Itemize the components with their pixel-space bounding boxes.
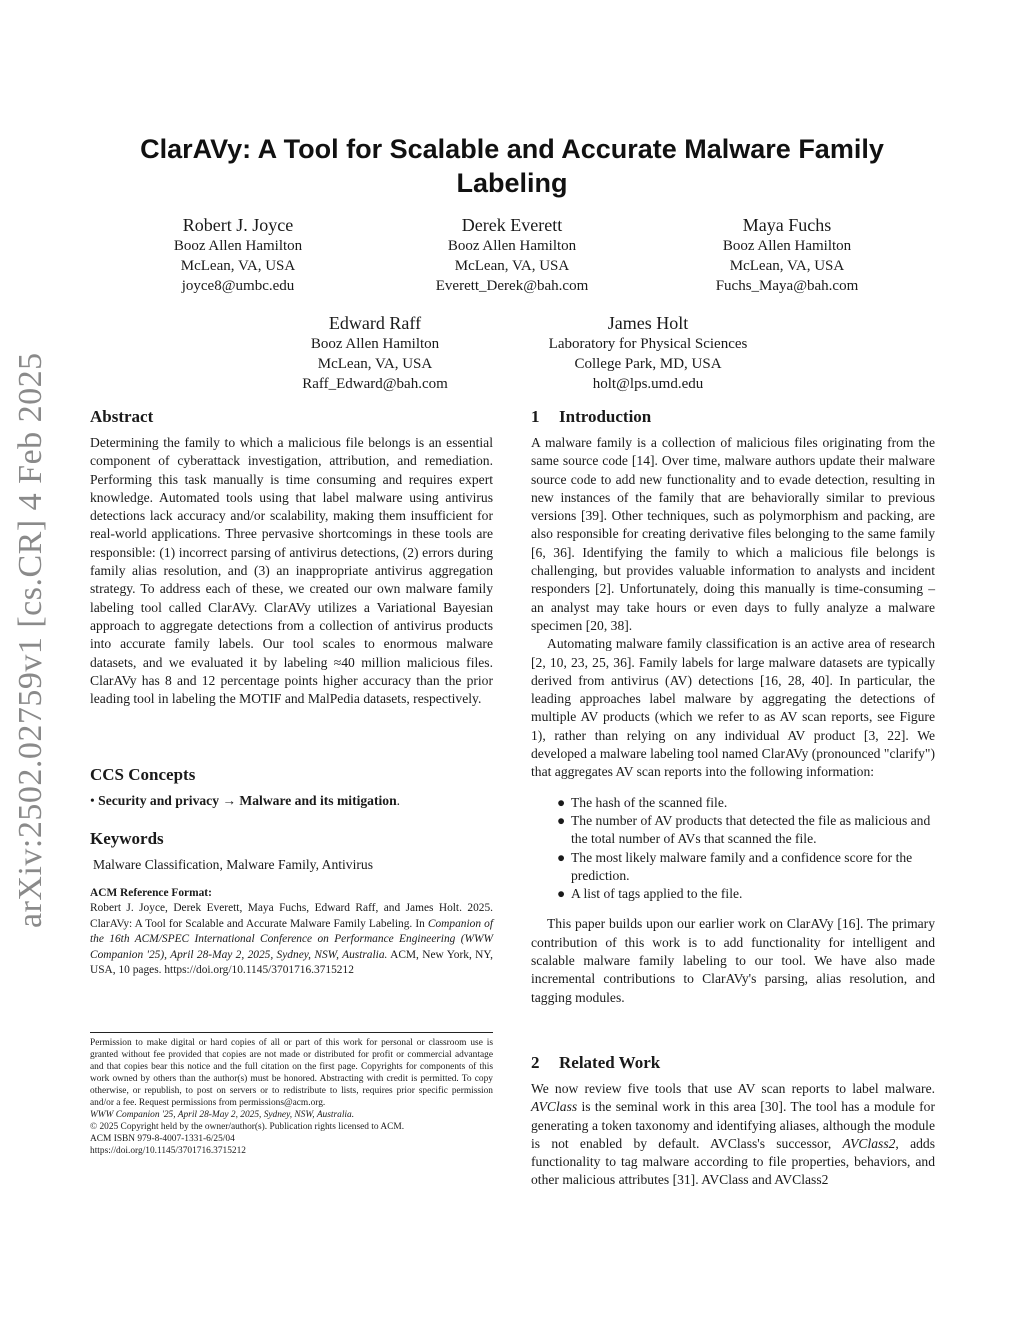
section-title: Related Work xyxy=(559,1053,661,1072)
keywords-section xyxy=(90,828,493,874)
ccs-heading: CCS Concepts xyxy=(90,765,196,784)
author-email: Raff_Edward@bah.com xyxy=(302,376,448,392)
related-paragraph-1 xyxy=(531,1080,935,1190)
ccs-concept-topic: Malware and its mitigation xyxy=(239,793,397,808)
author-email: Fuchs_Maya@bah.com xyxy=(715,278,859,294)
ccs-concept-area: Security and privacy xyxy=(98,793,220,808)
acm-reference-publisher: ACM, New York, NY, USA, 10 pages. https://doi.org/10.1145/3701716.3715212 xyxy=(90,948,493,977)
list-item xyxy=(557,849,935,886)
acm-reference-heading: ACM Reference Format: xyxy=(90,887,212,899)
author-location: College Park, MD, USA xyxy=(574,356,722,372)
list-item-text: The most likely malware family and a confidence score for the prediction. xyxy=(571,849,913,883)
list-item xyxy=(557,885,935,903)
isbn-line: ACM ISBN 979-8-4007-1331-6/25/04 xyxy=(90,1134,235,1144)
arrow-icon: → xyxy=(222,793,237,808)
author-name: Robert J. Joyce xyxy=(182,215,294,235)
list-item xyxy=(557,794,935,812)
copyright-line: © 2025 Copyright held by the owner/author(s). Publication rights licensed to ACM. xyxy=(90,1122,405,1132)
tool-name: AVClass xyxy=(531,1099,578,1115)
author-affiliation: Booz Allen Hamilton xyxy=(447,238,577,254)
ccs-period: . xyxy=(396,793,401,808)
text-run: , adds functionality to tag malware according to file properties, behaviors, and other malicious attributes [31]. AVClass and AVClass2 xyxy=(531,1135,935,1188)
related-work-heading xyxy=(531,1052,935,1074)
author-email: holt@lps.umd.edu xyxy=(592,376,704,392)
paper-title: ClarAVy: A Tool for Scalable and Accurate Malware Family Labeling xyxy=(140,134,884,198)
author-block xyxy=(528,312,768,394)
author-name: Edward Raff xyxy=(328,313,422,333)
author-name: Maya Fuchs xyxy=(742,215,832,235)
abstract-section xyxy=(90,406,493,708)
arxiv-identifier-stamp: arXiv:2502.02759v1 [cs.CR] 4 Feb 2025 xyxy=(12,352,49,928)
list-item xyxy=(557,812,935,849)
author-block xyxy=(275,312,475,394)
author-location: McLean, VA, USA xyxy=(180,258,296,274)
list-item-text: A list of tags applied to the file. xyxy=(571,886,743,902)
introduction-section xyxy=(531,406,935,1007)
author-email: joyce8@umbc.edu xyxy=(181,278,295,294)
section-number: 2 xyxy=(531,1053,540,1072)
keywords-text: Malware Classification, Malware Family, Antivirus xyxy=(93,857,373,872)
author-name: Derek Everett xyxy=(461,215,563,235)
acm-reference-authors: Robert J. Joyce, Derek Everett, Maya Fuchs, Edward Raff, and James Holt. 2025. ClarAVy: A Tool for Scalable and Accurate Malware Family Labeling. In xyxy=(90,902,493,930)
bullet-icon: ● xyxy=(557,794,566,810)
intro-paragraph-2: Automating malware family classification is an active area of research [2, 10, 23, 25, 36]. Family labels for large malware datasets are typically derived from antivirus (AV) detections [16, 28, 40]. In particular, the leading approaches label malware by aggregating the detections of multiple AV products (which we refer to as AV scan reports, see Figure 1), rather than relying on any individual AV product [3, 22]. We developed a malware labeling tool named ClarAVy (pronounced "clarify") that aggregates AV scan reports into the following information: xyxy=(531,636,935,780)
author-email: Everett_Derek@bah.com xyxy=(435,278,589,294)
introduction-heading xyxy=(531,406,935,428)
permission-footnote xyxy=(90,1037,493,1157)
text-run: is the seminal work in this area [30]. The tool has a module for generating a token taxonomy and identifying aliases, although the module is not enabled by default. AVClass's successor, xyxy=(531,1099,935,1151)
keywords-heading: Keywords xyxy=(90,829,164,848)
author-affiliation: Booz Allen Hamilton xyxy=(173,238,303,254)
author-block xyxy=(682,214,892,296)
author-location: McLean, VA, USA xyxy=(454,258,570,274)
tool-name: AVClass2 xyxy=(842,1135,896,1151)
acm-reference-venue: Companion of the 16th ACM/SPEC International Conference on Performance Engineering (WWW Companion '25), April 28-May 2, 2025, Sydney, NSW, Australia. xyxy=(90,917,493,961)
list-item-text: The hash of the scanned file. xyxy=(571,794,728,810)
abstract-heading: Abstract xyxy=(90,407,154,426)
author-affiliation: Booz Allen Hamilton xyxy=(310,336,440,352)
author-affiliation: Laboratory for Physical Sciences xyxy=(548,336,748,352)
author-block xyxy=(402,214,622,296)
list-item-text: The number of AV products that detected the file as malicious and the total number of AVs that scanned the file. xyxy=(571,812,931,847)
author-location: McLean, VA, USA xyxy=(317,356,433,372)
ccs-bullet: • xyxy=(90,793,95,808)
author-location: McLean, VA, USA xyxy=(729,258,845,274)
abstract-text: Determining the family to which a malicious file belongs is an essential component of cyberattack investigation, attribution, and remediation. Performing this task manually is time consuming and requires expert knowledge. Automated tools using that label malware using antivirus detections lack accuracy and/or scalability, making them insufficient for real-world applications. Three pervasive shortcomings in these tools are responsible: (1) incorrect parsing of antivirus detections, (2) errors during family alias resolution, and (3) an inappropriate antivirus aggregation strategy. To address each of these, we created our own malware family labeling tool called ClarAVy. ClarAVy utilizes a Variational Bayesian approach to aggregate detections from a collection of antivirus products into accurate family labels. Our tool scales to enormous malware datasets, and we evaluated it by labeling ≈40 million malicious files. ClarAVy has 8 and 12 percentage points higher accuracy than the prior leading tool in labeling the MOTIF and MalPedia datasets, respectively. xyxy=(90,435,493,707)
author-name: James Holt xyxy=(607,313,689,333)
footnote-divider xyxy=(90,1032,493,1033)
doi-line: https://doi.org/10.1145/3701716.3715212 xyxy=(90,1146,246,1156)
acm-reference-text xyxy=(90,901,493,978)
ccs-concepts xyxy=(90,792,493,810)
intro-bullet-list xyxy=(531,794,935,904)
venue-line: WWW Companion '25, April 28-May 2, 2025, Sydney, NSW, Australia. xyxy=(90,1110,355,1120)
author-affiliation: Booz Allen Hamilton xyxy=(722,238,852,254)
author-block xyxy=(138,214,338,296)
bullet-icon: ● xyxy=(557,886,566,902)
text-run: We now review five tools that use AV scan reports to label malware. xyxy=(531,1081,935,1096)
section-number: 1 xyxy=(531,407,540,426)
intro-paragraph-3: This paper builds upon our earlier work on ClarAVy [16]. The primary contribution of this work is to add functionality for intelligent and scalable malware family labeling to our tool. We have also made incremental contributions to ClarAVy's parsing, alias resolution, and tagging modules. xyxy=(531,916,935,1005)
acm-reference-section xyxy=(90,886,493,978)
intro-paragraph-1: A malware family is a collection of malicious files originating from the same source code [14]. Over time, malware authors update their malware source code to add new functionality and to evade detection, resulting in new instances of the family that are behaviorally similar to previous versions [39]. Other techniques, such as polymorphism and packing, are also responsible for creating derivative files belonging to the same family [6, 36]. Identifying the family to which a malicious file belongs is challenging, but provides valuable information to analysts and incident responders [2]. Unfortunately, doing this manually is time-consuming – an analyst may take hours or even days to fully analyze a malware specimen [20, 38]. xyxy=(531,435,935,633)
related-work-section xyxy=(531,1052,935,1190)
bullet-icon: ● xyxy=(557,849,566,865)
ccs-section xyxy=(90,764,493,810)
section-title: Introduction xyxy=(559,407,652,426)
permission-text: Permission to make digital or hard copies of all or part of this work for personal or classroom use is granted without fee provided that copies are not made or distributed for profit or commercial advantage and that copies bear this notice and the full citation on the first page. Copyrights for components of this work owned by others than the author(s) must be honored. Abstracting with credit is permitted. To copy otherwise, or republish, to post on servers or to redistribute to lists, requires prior specific permission and/or a fee. Request permissions from permissions@acm.org. xyxy=(90,1038,493,1108)
bullet-icon: ● xyxy=(557,812,566,828)
